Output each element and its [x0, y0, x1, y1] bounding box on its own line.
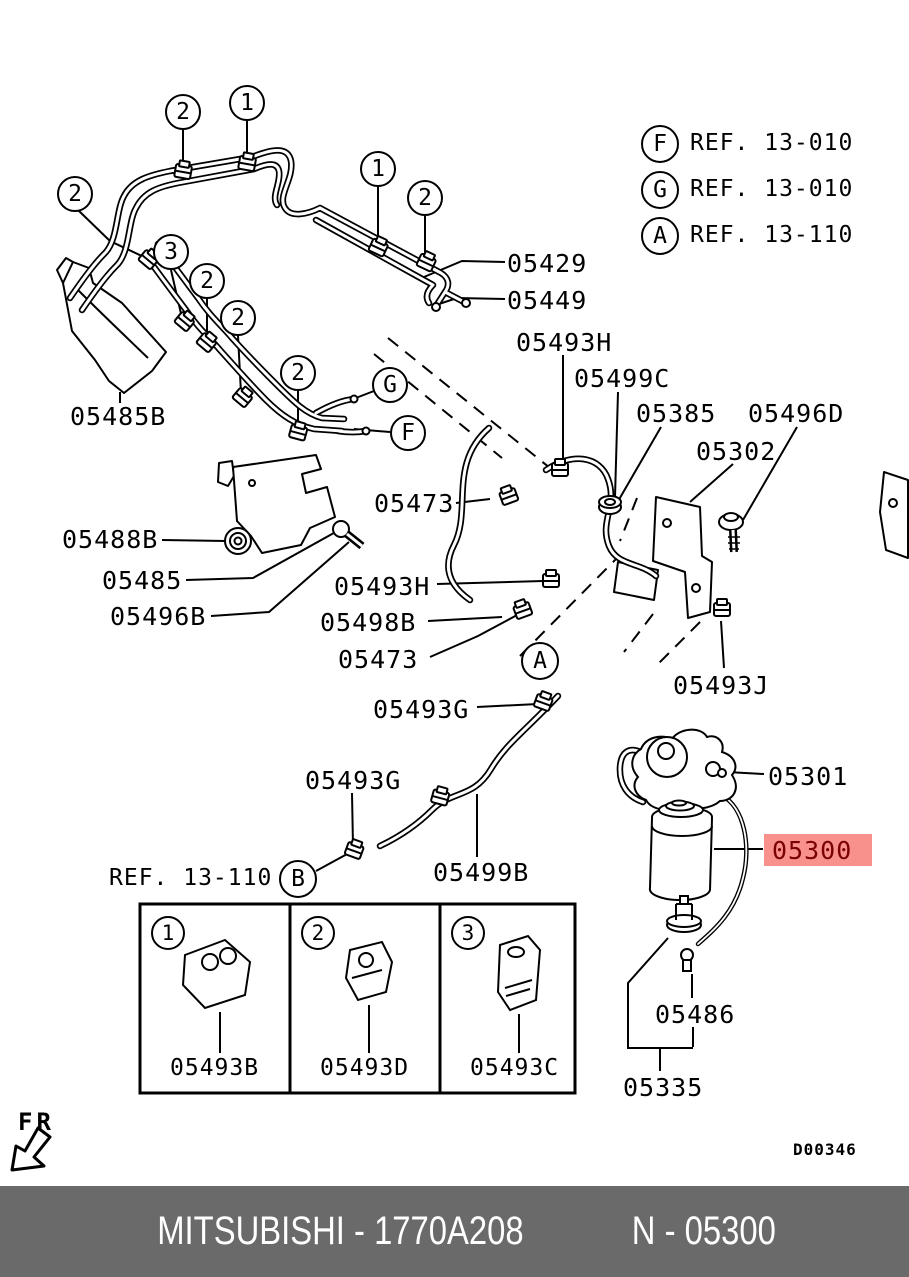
part-label-05496b: 05496B	[110, 602, 207, 631]
callout-2: 2	[189, 263, 225, 299]
part-label-05493g-b: 05493G	[305, 766, 402, 795]
part-label-05473-a: 05473	[374, 489, 455, 518]
part-label-05493h-a: 05493H	[516, 328, 613, 357]
callout-2: 2	[407, 180, 443, 216]
part-label-05449: 05449	[507, 286, 588, 315]
part-label-05335: 05335	[623, 1073, 704, 1102]
legend-callout-1: 1	[151, 916, 185, 950]
callout-a-diagram: A	[521, 642, 559, 680]
ref-a-text: REF. 13-110	[690, 222, 854, 248]
footer-brand-part: MITSUBISHI - 1770A208	[157, 1209, 524, 1253]
ref-b-text: REF. 13-110	[109, 865, 273, 891]
part-label-05485b: 05485B	[70, 402, 167, 431]
callout-3: 3	[153, 234, 189, 270]
legend-callout-3: 3	[451, 916, 485, 950]
callout-a-ref-label: A	[653, 223, 667, 249]
callout-g-diagram: G	[372, 367, 408, 403]
callout-f-diagram: F	[390, 415, 426, 451]
part-label-05385: 05385	[636, 399, 717, 428]
footer-group-number: N - 05300	[631, 1209, 776, 1253]
callout-2: 2	[280, 355, 316, 391]
doc-code: D00346	[793, 1140, 857, 1159]
highlighted-part-05300[interactable]	[764, 834, 872, 866]
callout-f-label: F	[653, 131, 667, 157]
callout-f	[641, 125, 679, 163]
part-label-05498b: 05498B	[320, 608, 417, 637]
legend-part-05493b: 05493B	[170, 1055, 260, 1081]
part-label-05499c: 05499C	[574, 364, 671, 393]
part-label-05485: 05485	[102, 566, 183, 595]
part-label-05493j: 05493J	[673, 671, 770, 700]
callout-g-label: G	[653, 177, 667, 203]
ref-g-text: REF. 13-010	[690, 176, 854, 202]
legend-part-05493c: 05493C	[470, 1055, 560, 1081]
callout-b-diagram: B	[279, 860, 317, 898]
part-label-05429: 05429	[507, 249, 588, 278]
legend-callout-2: 2	[301, 916, 335, 950]
part-label-05473-b: 05473	[338, 645, 419, 674]
footer-caption-bar	[0, 1186, 909, 1277]
callout-2: 2	[220, 300, 256, 336]
fuel-filter-assembly	[632, 730, 736, 971]
highlighted-part-label: 05300	[772, 835, 853, 865]
legend-part-05493d: 05493D	[320, 1055, 410, 1081]
part-label-05496d: 05496D	[748, 399, 845, 428]
callout-1: 1	[229, 85, 265, 121]
part-label-05488b: 05488B	[62, 525, 159, 554]
part-label-05493g-a: 05493G	[373, 695, 470, 724]
fr-label: FR	[18, 1108, 55, 1136]
part-label-05493h-b: 05493H	[334, 572, 431, 601]
part-label-05486: 05486	[655, 1000, 736, 1029]
callout-1: 1	[360, 151, 396, 187]
callout-2: 2	[57, 176, 93, 212]
part-label-05499b: 05499B	[433, 858, 530, 887]
part-label-05302: 05302	[696, 437, 777, 466]
ref-f-text: REF. 13-010	[690, 130, 854, 156]
callout-a-ref	[641, 217, 679, 255]
callout-2: 2	[165, 94, 201, 130]
part-label-05301: 05301	[768, 762, 849, 791]
callout-g	[641, 171, 679, 209]
